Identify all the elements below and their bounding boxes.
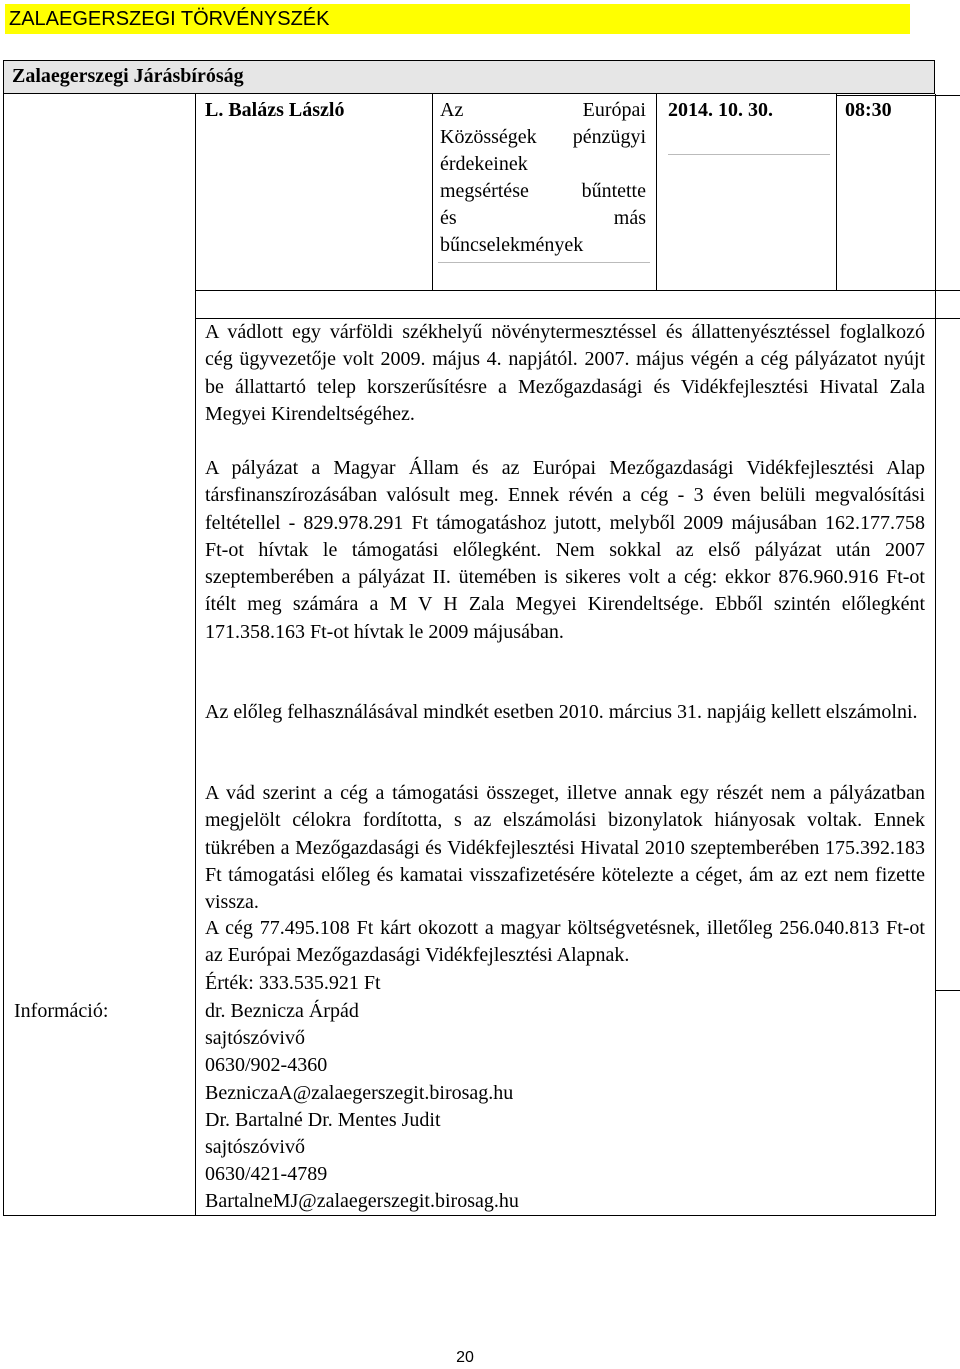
subject-line: bűncselekmények bbox=[440, 234, 584, 256]
contact-phone: 0630/902-4360 bbox=[205, 1054, 328, 1077]
contact-name: dr. Beznicza Árpád bbox=[205, 1000, 359, 1022]
date-underline bbox=[668, 154, 830, 155]
column-divider-2 bbox=[432, 94, 433, 290]
contact-name: Dr. Bartalné Dr. Mentes Judit bbox=[205, 1108, 441, 1131]
column-divider-4 bbox=[836, 94, 837, 290]
subject-underline bbox=[438, 262, 650, 263]
description-paragraph-1: A vádlott egy várföldi székhelyű növénytermesztéssel és állattenyésztéssel foglalkozó cég ügyvezetője volt 2009. május 4. napjától. 2007. május végén a cég pályázatot nyújt be állattartó telep korszerűsítésre a Mezőgazdasági és Vidékfejlesztési Hivatal Zala Megyei Kirendeltségéhez. bbox=[205, 321, 925, 425]
subject-line: érdekeinek bbox=[440, 153, 528, 175]
contact-list bbox=[205, 998, 519, 1216]
subject-line: Közösségek pénzügyi bbox=[440, 126, 646, 148]
contact-role: sajtószóvivő bbox=[205, 1027, 305, 1050]
description-paragraph-3: Az előleg felhasználásával mindkét esetben 2010. március 31. napjáig kellett elszámolni. bbox=[205, 701, 918, 723]
top-right-stub bbox=[836, 95, 960, 96]
case-subject bbox=[440, 97, 646, 259]
table-border-right bbox=[935, 94, 936, 1216]
subject-line: megsértése bűntette bbox=[440, 180, 646, 202]
court-title: ZALAEGERSZEGI TÖRVÉNYSZÉK bbox=[9, 8, 330, 30]
hearing-time: 08:30 bbox=[845, 99, 892, 121]
row-divider-3 bbox=[935, 990, 960, 991]
column-divider-3 bbox=[656, 94, 657, 290]
district-bar bbox=[3, 60, 935, 94]
court-banner bbox=[5, 4, 910, 34]
subject-line: és más bbox=[440, 207, 646, 229]
contact-email[interactable]: BartalneMJ@zalaegerszegit.birosag.hu bbox=[205, 1190, 519, 1213]
contact-phone: 0630/421-4789 bbox=[205, 1163, 328, 1186]
description-paragraph-5: A cég 77.495.108 Ft kárt okozott a magyar költségvetésnek, illetőleg 256.040.813 Ft-ot az Európai Mezőgazdasági Vidékfejlesztési Alapnak. bbox=[205, 917, 925, 967]
value-line: Érték: 333.535.921 Ft bbox=[205, 972, 381, 994]
info-label: Információ: bbox=[14, 1000, 109, 1022]
subject-line: Az Európai bbox=[440, 99, 646, 121]
row-divider-1 bbox=[195, 290, 960, 291]
column-divider-1 bbox=[195, 94, 196, 1216]
table-border-left bbox=[3, 94, 4, 1216]
contact-email[interactable]: BezniczaA@zalaegerszegit.birosag.hu bbox=[205, 1081, 514, 1104]
contact-role: sajtószóvivő bbox=[205, 1136, 305, 1159]
description-paragraph-4: A vád szerint a cég a támogatási összeget, illetve annak egy részét nem a pályázatban megjelölt célokra fordította, s az elszámolási bizonylatok hiányosak voltak. Ennek tükrében a Mezőgazdasági és Vidékfejlesztési Hivatal 2010 szeptemberében 175.392.183 Ft támogatási előleg és kamatai visszafizetésére kötelezte a céget, ám az ezt nem fizette vissza. bbox=[205, 782, 925, 914]
judge-name: L. Balázs László bbox=[205, 99, 345, 121]
description-paragraph-2: A pályázat a Magyar Állam és az Európai Mezőgazdasági Vidékfejlesztési Alap társfinanszírozásában valósult meg. Ennek révén a cég - 3 éven belüli megvalósítási feltétellel - 829.978.291 Ft támogatáshoz jutott, melyből 2009 májusában 162.177.758 Ft-ot hívtak le támogatási előlegként. Nem sokkal az első pályázat után 2007 szeptemberében a pályázat II. ütemében is sikeres volt a cég: ekkor 876.960.916 Ft-ot ítélt meg számára a M V H Zala Megyei Kirendeltsége. Ebből szintén előlegként 171.358.163 Ft-ot hívtak le 2009 májusában. bbox=[205, 457, 925, 643]
district-title: Zalaegerszegi Járásbíróság bbox=[12, 65, 244, 87]
page-number: 20 bbox=[456, 1349, 474, 1366]
hearing-date: 2014. 10. 30. bbox=[668, 99, 773, 121]
